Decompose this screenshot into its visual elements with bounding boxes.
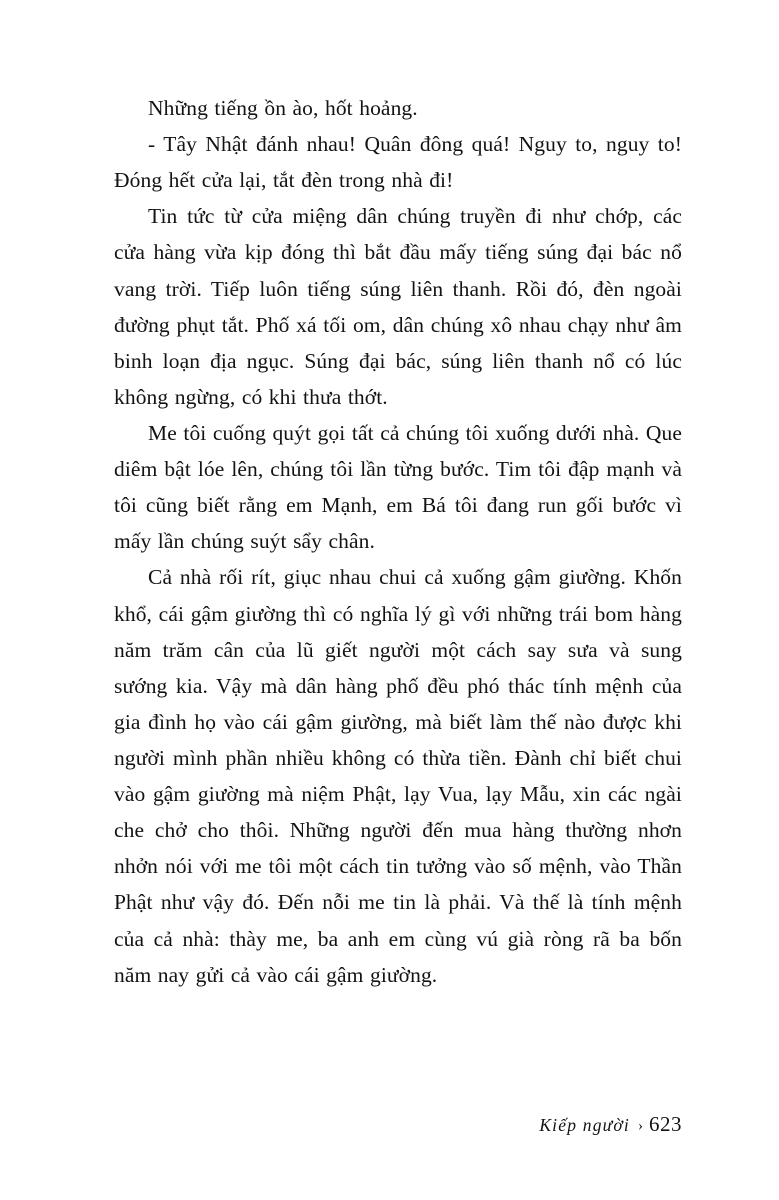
footer-separator: › <box>638 1118 643 1134</box>
paragraph: Tin tức từ cửa miệng dân chúng truyền đi như chớp, các cửa hàng vừa kịp đóng thì bắt đầu mấy tiếng súng đại bác nổ vang trời. Tiếp luôn tiếng súng liên thanh. Rồi đó, đèn ngoài đường phụt tắt. Phố xá tối om, dân chúng xô nhau chạy như âm binh loạn địa ngục. Súng đại bác, súng liên thanh nổ có lúc không ngừng, có khi thưa thớt. <box>114 204 682 409</box>
text-block <box>114 90 682 993</box>
footer-page-number: 623 <box>649 1112 682 1136</box>
running-footer <box>114 1112 682 1137</box>
paragraph: Những tiếng ồn ào, hốt hoảng. <box>148 96 418 120</box>
paragraph-dialogue: - Tây Nhật đánh nhau! Quân đông quá! Nguy to, nguy to! Đóng hết cửa lại, tắt đèn trong nhà đi! <box>114 132 682 193</box>
footer-book-title: Kiếp người <box>539 1115 630 1135</box>
paragraph: Cả nhà rối rít, giục nhau chui cả xuống gậm giường. Khốn khổ, cái gậm giường thì có nghĩa lý gì với những trái bom hàng năm trăm cân của lũ giết người một cách say sưa và sung sướng kia. Vậy mà dân hàng phố đều phó thác tính mệnh của gia đình họ vào cái gậm giường, mà biết làm thế nào được khi người mình phần nhiều không có thừa tiền. Đành chỉ biết chui vào gậm giường mà niệm Phật, lạy Vua, lạy Mẫu, xin các ngài che chở cho thôi. Những người đến mua hàng thường nhơn nhởn nói với me tôi một cách tin tưởng vào số mệnh, vào Thần Phật như vậy đó. Đến nỗi me tin là phải. Và thế là tính mệnh của cả nhà: thày me, ba anh em cùng vú già ròng rã ba bốn năm nay gửi cả vào cái gậm giường. <box>114 565 682 987</box>
paragraph: Me tôi cuống quýt gọi tất cả chúng tôi xuống dưới nhà. Que diêm bật lóe lên, chúng tôi lần từng bước. Tim tôi đập mạnh và tôi cũng biết rằng em Mạnh, em Bá tôi đang run gối bước vì mấy lần chúng suýt sẩy chân. <box>114 420 682 554</box>
